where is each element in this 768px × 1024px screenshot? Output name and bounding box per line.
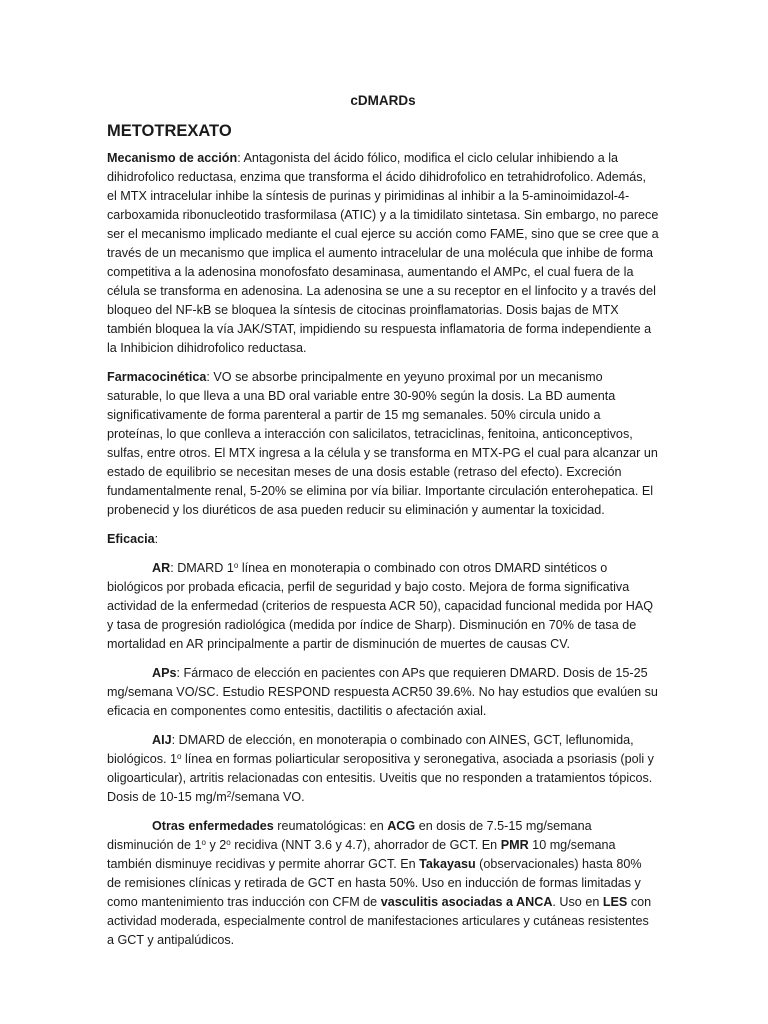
paragraph-aij (107, 731, 659, 807)
section-heading-metotrexato: METOTREXATO (107, 122, 232, 140)
otras-label: Otras enfermedades (152, 819, 274, 833)
otras-text-2: en dosis de 7.5-15 mg/semana disminución de 1 (107, 819, 592, 852)
paragraph-ar (107, 559, 659, 654)
ar-label: AR (152, 561, 171, 575)
ar-superscript: o (233, 561, 239, 570)
paragraph-farmacocinetica (107, 368, 659, 520)
otras-text-6: (observacionales) hasta 80% de remisiones clínicas y retirada de GCT en hasta 50%. Uso en inducción de formas limitadas y como mantenimiento tras inducción con CFM de (107, 857, 642, 909)
paragraph-eficacia (107, 530, 659, 549)
otras-text-3: y 2 (205, 838, 227, 852)
paragraph-mecanismo-de-accion (107, 149, 659, 358)
aij-text-b: línea en formas poliarticular seropositiva y seronegativa, asociada a psoriasis (poli y oligoarticular), artritis relacionadas con entesitis. Uveitis que no responden a tratamientos tópicos. Dosis de 10-15 mg/m (107, 752, 654, 804)
otras-text-4: recidiva (NNT 3.6 y 4.7), ahorrador de GCT. En (230, 838, 501, 852)
aij-text-a: : DMARD de elección, en monoterapia o combinado con AINES, GCT, leflunomida, biológicos. 1 (107, 733, 634, 766)
ar-text-b: línea en monoterapia o combinado con otros DMARD sintéticos o biológicos por probada eficacia, perfil de seguridad y bajo costo. Mejora de forma significativa actividad de la enfermedad (criterios de respuesta ACR 50), capacidad funcional medida por HAQ y tasa de progresión radiológica (medida por índice de Sharp). Disminución en 70% de tasa de mortalidad en AR principalmente a partir de disminución de muertes de causas CV. (107, 561, 654, 651)
farmacocinetica-text: : VO se absorbe principalmente en yeyuno proximal por un mecanismo saturable, lo que lleva a una BD oral variable entre 30-90% según la dosis. La BD aumenta significativamente de forma parenteral a partir de 15 mg semanales. 50% circula unido a proteínas, lo que conlleva a interacción con salicilatos, tetraciclinas, fenitoina, anticonceptivos, sulfas, entre otros. El MTX ingresa a la célula y se transforma en MTX-⁠PG el cual para alcanzar un estado de equilibrio se necesitan meses de una dosis estable (retraso del efecto). Excreción fundamentalmente renal, 5-20% se elimina por vía biliar. Importante circulación enterohepatica. El probenecid y los diuréticos de asa pueden reducir su eliminación y aumentar la toxicidad. (107, 370, 658, 517)
paragraph-otras-enfermedades (107, 817, 659, 950)
aps-label: APs (152, 666, 177, 680)
otras-text-7: . Uso en (552, 895, 603, 909)
eficacia-colon: : (154, 532, 159, 546)
aij-superscript-a: o (177, 752, 182, 761)
otras-superscript-2: o (226, 838, 231, 847)
otras-bold-vasculitis: vasculitis asociadas a ANCA (380, 895, 553, 909)
aij-label: AIJ (152, 733, 172, 747)
aij-superscript-b: 2 (226, 790, 232, 799)
otras-bold-takayasu: Takayasu (419, 857, 476, 871)
paragraph-aps (107, 664, 659, 721)
document-title: cDMARDs (350, 93, 416, 108)
ar-text-a: : DMARD 1 (170, 561, 234, 575)
aps-text: : Fármaco de elección en pacientes con APs que requieren DMARD. Dosis de 15-25 mg/semana VO/SC. Estudio RESPOND respuesta ACR50 39.6%. No hay estudios que evalúen su eficacia en componentes como entesitis, dactilitis o afectación axial. (107, 666, 658, 718)
otras-text-8: con actividad moderada, especialmente control de manifestaciones articulares y cutáneas resistentes a GCT y antipalúdicos. (107, 895, 652, 947)
farmacocinetica-label: Farmacocinética (107, 370, 207, 384)
document-page (107, 91, 659, 960)
eficacia-label: Eficacia (107, 532, 155, 546)
otras-bold-pmr: PMR (500, 838, 529, 852)
otras-text-5: 10 mg/semana también disminuye recidivas y permite ahorrar GCT. En (107, 838, 616, 871)
otras-bold-les: LES (602, 895, 628, 909)
aij-text-c: /semana VO. (231, 790, 305, 804)
mecanismo-text: : Antagonista del ácido fólico, modifica el ciclo celular inhibiendo a la dihidrofolico reductasa, enzima que transforma el ácido dihidrofolico en tetrahidrofolico. Además, el MTX intracelular inhibe la síntesis de purinas y pirimidinas al inhibir a la 5-aminoimidazol-4-carboxamida ribonucleotido trasformilasa (ATIC) y a la timidilato sintetasa. Sin embargo, no parece ser el mecanismo implicado mediante el cual ejerce su acción como FAME, sino que se cree que a través de un mecanismo que implica el aumento intracelular de una molécula que inhibe de forma competitiva a la adenosina monofosfato desaminasa, aumentando el AMPc, el cual fuera de la célula se transforma en adenosina. La adenosina se une a su receptor en el linfocito y a través del bloqueo del NF-kB se bloquea la síntesis de citocinas proinflamatorias. Dosis bajas de MTX también bloquea la vía JAK/STAT, impidiendo su respuesta inflamatoria de forma independiente a la Inhibicion dihidrofolico reductasa. (107, 151, 659, 355)
otras-text-1: reumatológicas: en (273, 819, 388, 833)
otras-bold-acg: ACG (387, 819, 416, 833)
otras-superscript-1: o (201, 838, 206, 847)
mecanismo-label: Mecanismo de acción (107, 151, 238, 165)
